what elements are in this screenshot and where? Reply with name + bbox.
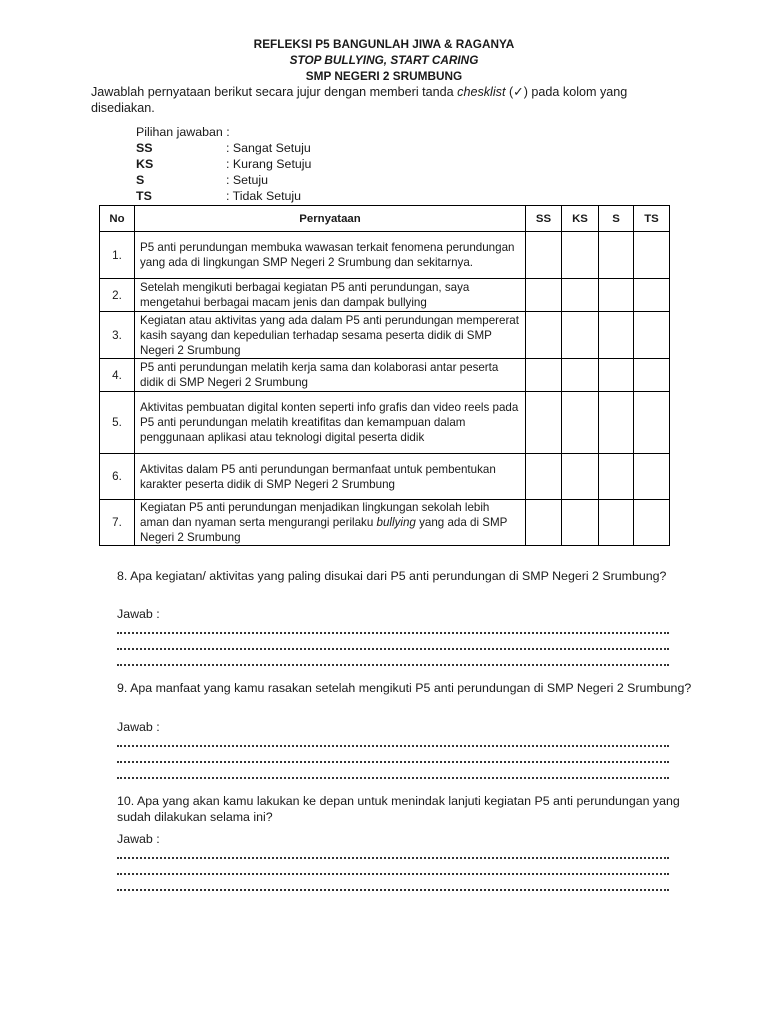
check-cell-ts[interactable] [634,392,670,454]
table-row [100,232,670,279]
row-number: 4. [100,359,135,392]
table-row [100,500,670,546]
instructions-text-1: Jawablah pernyataan berikut secara jujur dengan memberi tanda [91,85,458,99]
check-cell-ks[interactable] [562,392,599,454]
check-cell-ss[interactable] [526,232,562,279]
check-cell-ts[interactable] [634,232,670,279]
check-cell-ks[interactable] [562,500,599,546]
answer-label-9: Jawab : [117,720,160,734]
answer-label-10: Jawab : [117,832,160,846]
check-cell-s[interactable] [599,454,634,500]
check-cell-ts[interactable] [634,312,670,359]
col-header-no: No [100,206,135,232]
check-cell-s[interactable] [599,232,634,279]
answer-line[interactable] [117,664,669,666]
col-header-statement: Pernyataan [135,206,526,232]
answer-line[interactable] [117,761,669,763]
answer-line[interactable] [117,889,669,891]
answer-legend [136,124,312,204]
check-cell-ks[interactable] [562,454,599,500]
school-name: SMP NEGERI 2 SRUMBUNG [305,69,463,83]
legend-heading: Pilihan jawaban : [136,125,230,139]
legend-item-ks [136,156,312,172]
legend-code: SS [136,141,153,155]
statement-italic: bullying [376,516,416,529]
answer-line[interactable] [117,857,669,859]
check-cell-ks[interactable] [562,312,599,359]
check-cell-ts[interactable] [634,279,670,312]
legend-item-ss [136,140,311,156]
row-number: 6. [100,454,135,500]
question-10: 10. Apa yang akan kamu lakukan ke depan untuk menindak lanjuti kegiatan P5 anti perundungan yang sudah dilakukan selama ini? [117,794,680,824]
col-header-ss: SS [526,206,562,232]
check-cell-ks[interactable] [562,232,599,279]
legend-item-s [136,172,269,188]
legend-code: S [136,173,145,187]
table-row [100,359,670,392]
statement-text: P5 anti perundungan membuka wawasan terkait fenomena perundungan yang ada di lingkungan SMP Negeri 2 Srumbung dan sekitarnya. [135,232,526,279]
check-cell-ts[interactable] [634,359,670,392]
answer-line[interactable] [117,777,669,779]
row-number: 3. [100,312,135,359]
check-cell-ss[interactable] [526,359,562,392]
table-row [100,392,670,454]
col-header-ks: KS [562,206,599,232]
col-header-s: S [599,206,634,232]
check-cell-ks[interactable] [562,359,599,392]
answer-line[interactable] [117,632,669,634]
check-cell-ss[interactable] [526,392,562,454]
statement-text: Aktivitas dalam P5 anti perundungan bermanfaat untuk pembentukan karakter peserta didik di SMP Negeri 2 Srumbung [135,454,526,500]
check-cell-ss[interactable] [526,312,562,359]
check-cell-ts[interactable] [634,454,670,500]
legend-item-ts [136,188,302,204]
statement-text: Setelah mengikuti berbagai kegiatan P5 anti perundungan, saya mengetahui berbagai macam jenis dan dampak bullying [135,279,526,312]
answer-label-8: Jawab : [117,607,160,621]
instructions [91,84,691,116]
check-cell-s[interactable] [599,312,634,359]
check-cell-s[interactable] [599,392,634,454]
survey-table [99,205,670,546]
check-cell-s[interactable] [599,279,634,312]
answer-line[interactable] [117,873,669,875]
check-cell-ss[interactable] [526,500,562,546]
doc-subtitle: STOP BULLYING, START CARING [289,53,479,67]
table-row [100,454,670,500]
question-8: 8. Apa kegiatan/ aktivitas yang paling disukai dari P5 anti perundungan di SMP Negeri 2 Srumbung? [117,569,667,583]
doc-title: REFLEKSI P5 BANGUNLAH JIWA & RAGANYA [253,37,515,51]
table-header-row [100,206,670,232]
legend-desc: : Setuju [226,173,269,187]
legend-desc: : Kurang Setuju [226,157,312,171]
statement-text-1: Kegiatan P5 anti perundungan menjadikan lingkungan sekolah lebih aman dan nyaman serta mengurangi perilaku [140,501,490,529]
statement-text: Kegiatan atau aktivitas yang ada dalam P5 anti perundungan mempererat kasih sayang dan kepedulian terhadap sesama peserta didik di SMP Negeri 2 Srumbung [135,312,526,359]
question-9: 9. Apa manfaat yang kamu rasakan setelah mengikuti P5 anti perundungan di SMP Negeri 2 Srumbung? [117,681,692,695]
table-row [100,279,670,312]
table-row [100,312,670,359]
answer-line[interactable] [117,745,669,747]
legend-desc: : Tidak Setuju [226,189,302,203]
col-header-ts: TS [634,206,670,232]
check-cell-ss[interactable] [526,454,562,500]
statement-text-2: yang ada di SMP Negeri 2 Srumbung [140,516,508,544]
statement-text [135,500,526,546]
check-cell-s[interactable] [599,359,634,392]
instructions-italic: chesklist [457,85,506,99]
legend-code: KS [136,157,154,171]
statement-text: Aktivitas pembuatan digital konten seperti info grafis dan video reels pada P5 anti perundungan melatih kreatifitas dan kemampuan dalam penggunaan aplikasi atau teknologi digital peserta didik [135,392,526,454]
instructions-text-2: (✓) pada kolom yang disediakan. [91,85,628,115]
statement-text: P5 anti perundungan melatih kerja sama dan kolaborasi antar peserta didik di SMP Negeri 2 Srumbung [135,359,526,392]
legend-desc: : Sangat Setuju [226,141,311,155]
legend-code: TS [136,189,152,203]
row-number: 5. [100,392,135,454]
check-cell-ks[interactable] [562,279,599,312]
row-number: 1. [100,232,135,279]
check-cell-ts[interactable] [634,500,670,546]
check-cell-ss[interactable] [526,279,562,312]
row-number: 7. [100,500,135,546]
check-cell-s[interactable] [599,500,634,546]
answer-line[interactable] [117,648,669,650]
row-number: 2. [100,279,135,312]
